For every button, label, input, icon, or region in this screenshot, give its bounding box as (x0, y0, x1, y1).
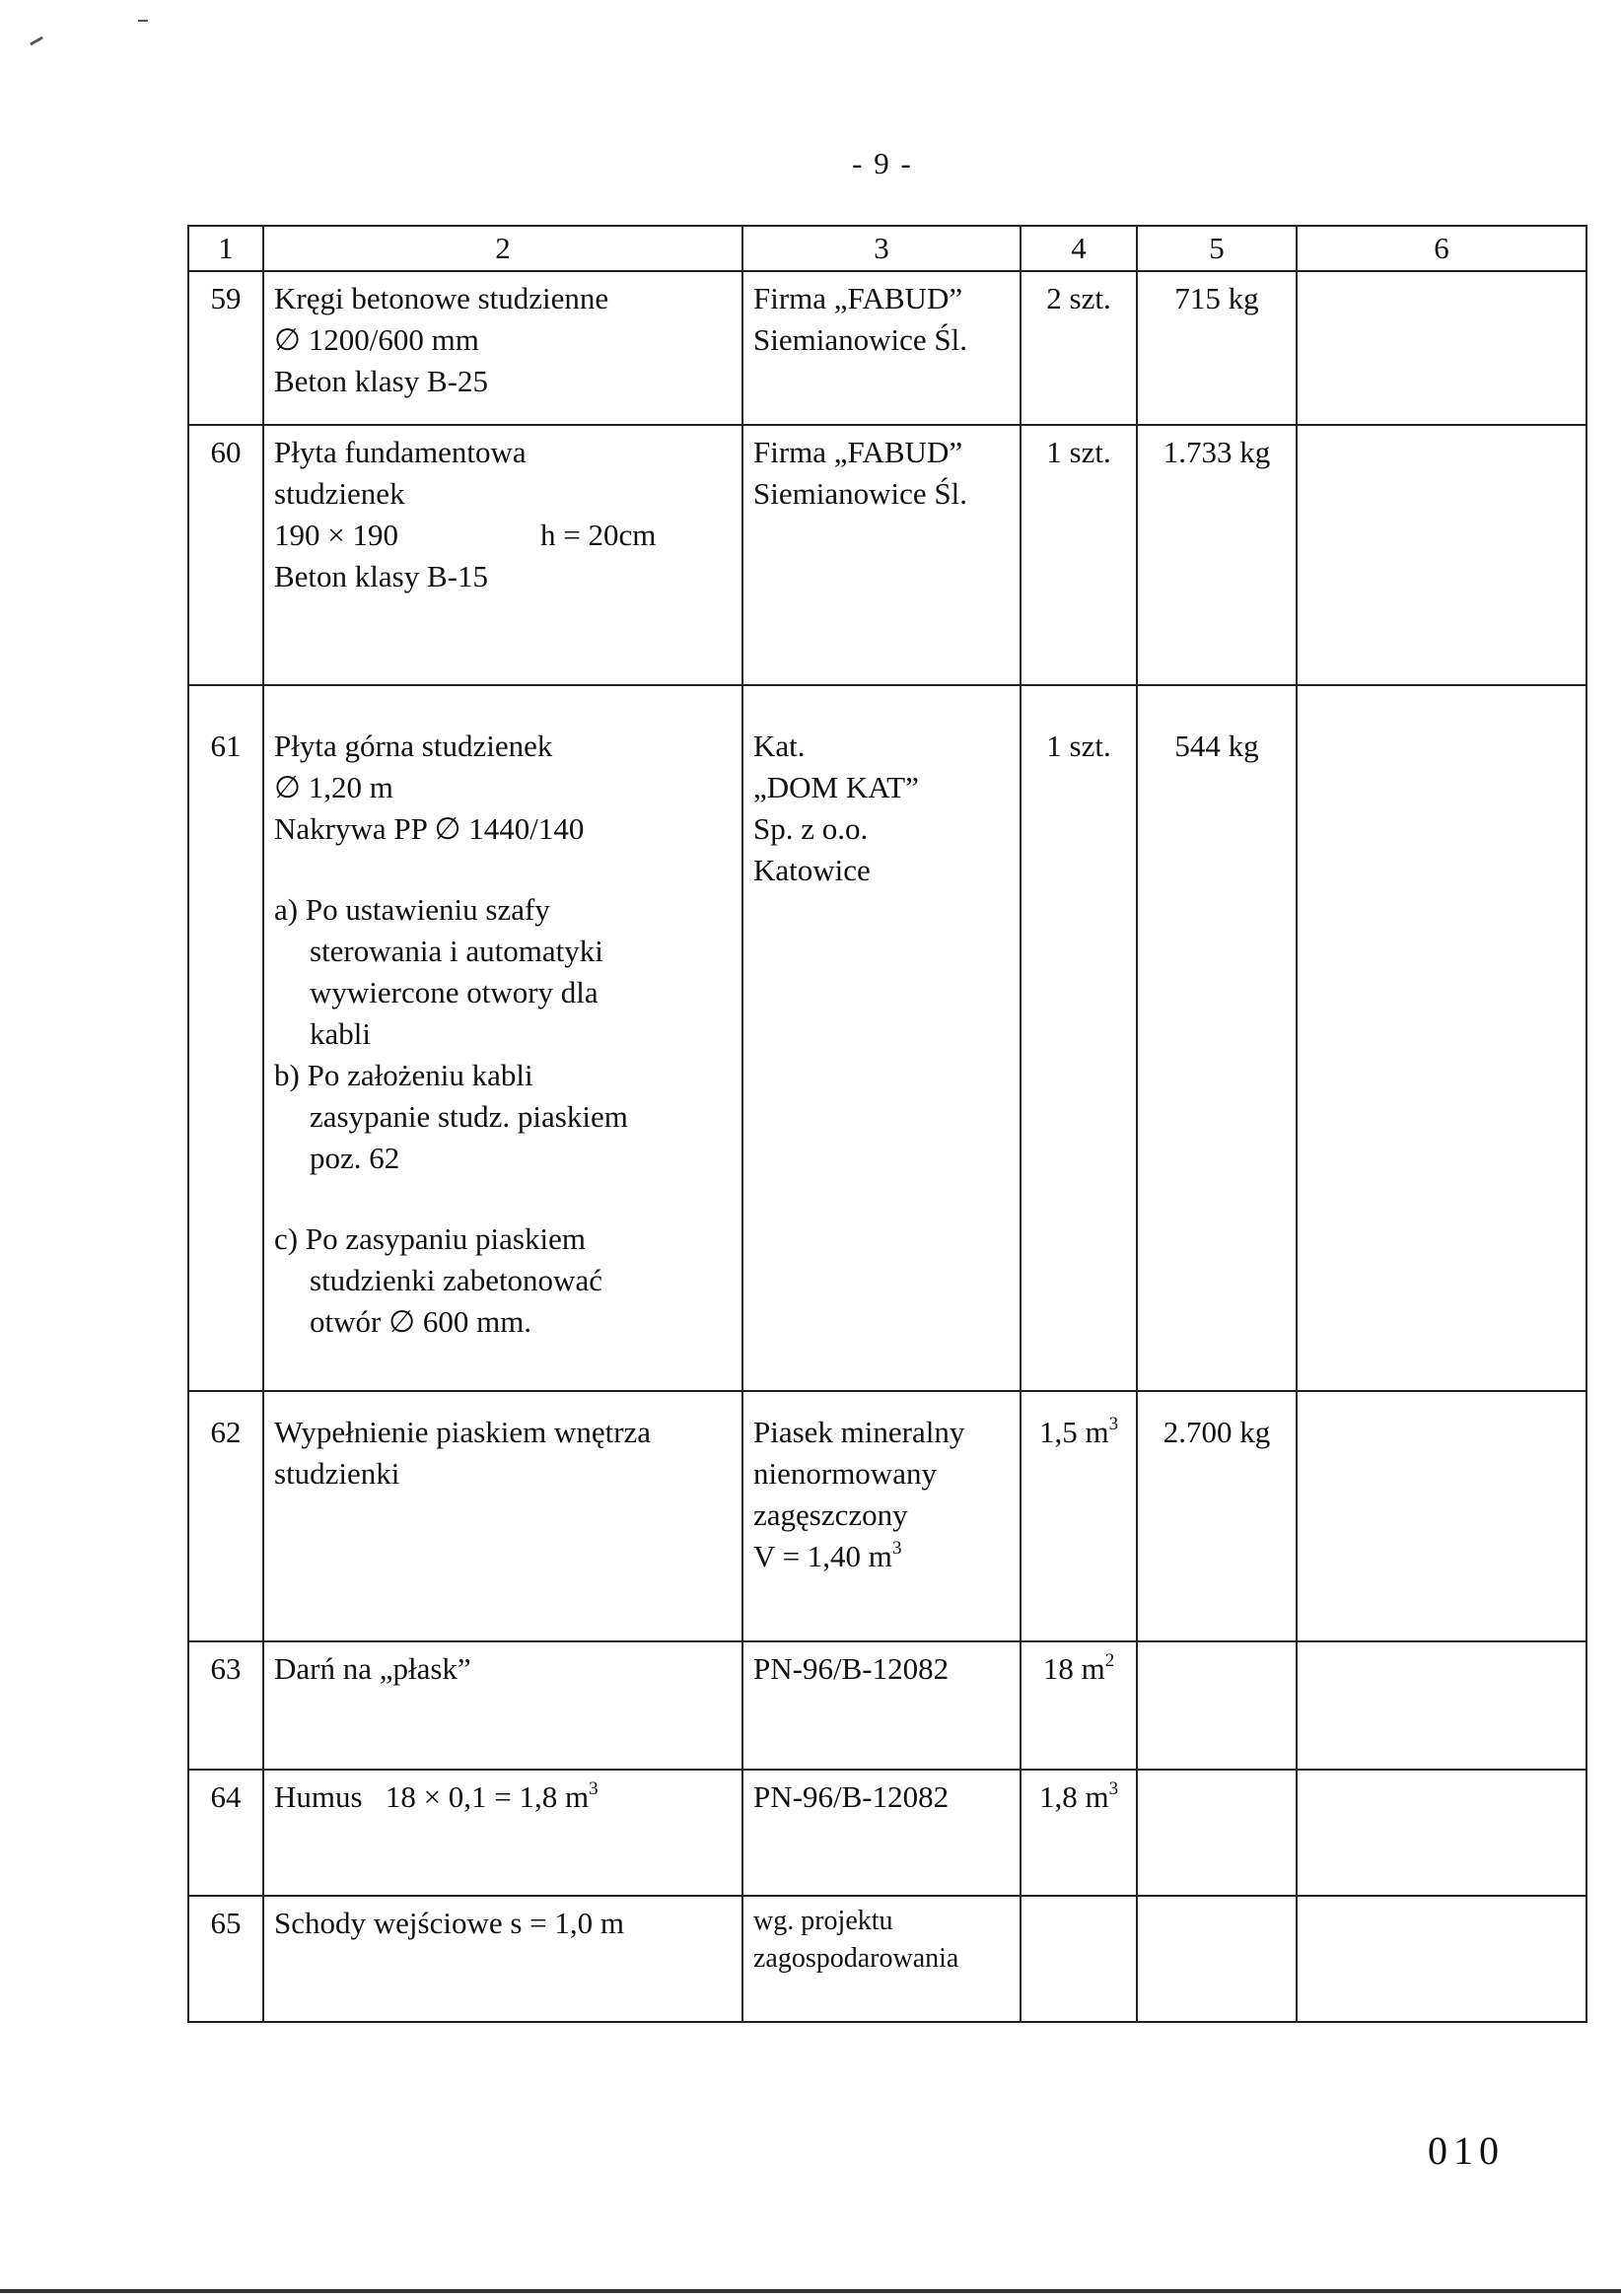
source-line: Sp. z o.o. (753, 811, 869, 846)
item-source (742, 425, 1021, 685)
item-mass: 2.700 kg (1137, 1391, 1297, 1641)
table-row (188, 1770, 1586, 1896)
item-note (1297, 1770, 1586, 1896)
table-row (188, 271, 1586, 425)
source-line: Kat. (753, 729, 806, 763)
row-number: 64 (188, 1770, 263, 1896)
dimension-height: h = 20cm (540, 518, 657, 552)
source-line: wg. projektu (753, 1906, 893, 1936)
description-line: Nakrywa PP ∅ 1440/140 (274, 811, 585, 846)
item-quantity: 1 szt. (1021, 425, 1137, 685)
step-b-line: zasypanie studz. piaskiem (310, 1099, 628, 1134)
description-line: ∅ 1200/600 mm (274, 322, 479, 357)
item-mass (1137, 1770, 1297, 1896)
item-source: PN-96/B-12082 (742, 1641, 1021, 1770)
description-line: ∅ 1,20 m (274, 770, 393, 804)
row-number: 65 (188, 1896, 263, 2022)
step-a-line: kabli (310, 1016, 371, 1051)
row-number: 60 (188, 425, 263, 685)
source-line: Siemianowice Śl. (753, 322, 967, 357)
step-a-line: a) Po ustawieniu szafy (274, 892, 550, 927)
step-b-line: poz. 62 (310, 1141, 400, 1175)
quantity-exponent: 3 (1108, 1778, 1119, 1799)
item-description (263, 1391, 742, 1641)
item-description: Humus 18 × 0,1 = 1,8 $m^3$ (263, 1770, 742, 1896)
item-source: PN-96/B-12082 (742, 1770, 1021, 1896)
item-description (263, 271, 742, 425)
step-c-line: otwór ∅ 600 mm. (310, 1304, 532, 1339)
source-line: zagospodarowania (753, 1943, 959, 1974)
quantity-exponent: 2 (1104, 1650, 1115, 1671)
item-quantity: 1,5 $m^3$ (1021, 1391, 1137, 1641)
item-description (263, 425, 742, 685)
description-line: Beton klasy B-15 (274, 559, 488, 593)
source-line: Firma „FABUD” (753, 435, 963, 469)
item-mass: 544 kg (1137, 685, 1297, 1391)
specification-table (187, 225, 1587, 2023)
item-source (742, 1896, 1021, 2022)
column-header: 5 (1137, 226, 1297, 271)
source-line: Firma „FABUD” (753, 281, 963, 315)
item-quantity: 1 szt. (1021, 685, 1137, 1391)
description-line: Beton klasy B-25 (274, 364, 488, 398)
item-mass: 1.733 kg (1137, 425, 1297, 685)
description-line: Płyta górna studzienek (274, 729, 553, 763)
source-line: „DOM KAT” (753, 770, 919, 804)
step-c-line: studzienki zabetonować (310, 1263, 602, 1297)
description-line: Kręgi betonowe studzienne (274, 281, 609, 315)
source-line: Katowice (753, 853, 871, 887)
item-source (742, 685, 1021, 1391)
step-a-line: wywiercone otwory dla (310, 975, 599, 1009)
description-exponent: 3 (589, 1778, 599, 1799)
description-dimensions (274, 515, 732, 556)
scan-speck (138, 20, 148, 22)
source-line: nienormowany (753, 1456, 937, 1491)
item-source (742, 1391, 1021, 1641)
step-b-line: b) Po założeniu kabli (274, 1058, 533, 1092)
description-line: studzienek (274, 476, 405, 511)
column-header: 3 (742, 226, 1021, 271)
spacer (274, 850, 732, 889)
description-line: Płyta fundamentowa (274, 435, 527, 469)
quantity-exponent: 3 (1108, 1414, 1119, 1434)
step-a-line: sterowania i automatyki (310, 934, 603, 968)
table-row (188, 1391, 1586, 1641)
item-note (1297, 1391, 1586, 1641)
column-header: 4 (1021, 226, 1137, 271)
dimension-size: 190 × 190 (274, 518, 398, 552)
table-row (188, 1641, 1586, 1770)
table-row (188, 685, 1586, 1391)
row-number: 63 (188, 1641, 263, 1770)
row-number: 62 (188, 1391, 263, 1641)
row-number: 59 (188, 271, 263, 425)
item-source (742, 271, 1021, 425)
source-line: zagęszczony (753, 1497, 908, 1532)
item-description: Schody wejściowe s = 1,0 m (263, 1896, 742, 2022)
scan-speck (30, 36, 43, 46)
item-description (263, 685, 742, 1391)
column-header: 1 (188, 226, 263, 271)
item-note (1297, 1641, 1586, 1770)
spacer (274, 1179, 732, 1218)
description-line: studzienki (274, 1456, 400, 1491)
row-number: 61 (188, 685, 263, 1391)
item-note (1297, 271, 1586, 425)
item-mass: 715 kg (1137, 271, 1297, 425)
item-note (1297, 425, 1586, 685)
table-row (188, 425, 1586, 685)
item-description: Darń na „płask” (263, 1641, 742, 1770)
item-note (1297, 1896, 1586, 2022)
table-row (188, 1896, 1586, 2022)
source-volume: V = 1,40 $m^3$ (753, 1538, 902, 1573)
volume-exponent: 3 (891, 1538, 902, 1559)
item-mass (1137, 1641, 1297, 1770)
item-quantity: 2 szt. (1021, 271, 1137, 425)
column-header: 6 (1297, 226, 1586, 271)
description-line: Wypełnienie piaskiem wnętrza (274, 1415, 652, 1449)
item-quantity (1021, 1896, 1137, 2022)
page-number: - 9 - (852, 146, 913, 180)
scan-edge-rule (0, 2289, 1621, 2293)
item-quantity: 1,8 $m^3$ (1021, 1770, 1137, 1896)
item-note (1297, 685, 1586, 1391)
source-line: Piasek mineralny (753, 1415, 965, 1449)
source-line: Siemianowice Śl. (753, 476, 967, 511)
item-mass (1137, 1896, 1297, 2022)
page-stamp: 010 (1428, 2128, 1505, 2173)
item-quantity: 18 $m^2$ (1021, 1641, 1137, 1770)
column-header: 2 (263, 226, 742, 271)
table-header-row (188, 226, 1586, 271)
step-c-line: c) Po zasypaniu piaskiem (274, 1221, 586, 1256)
